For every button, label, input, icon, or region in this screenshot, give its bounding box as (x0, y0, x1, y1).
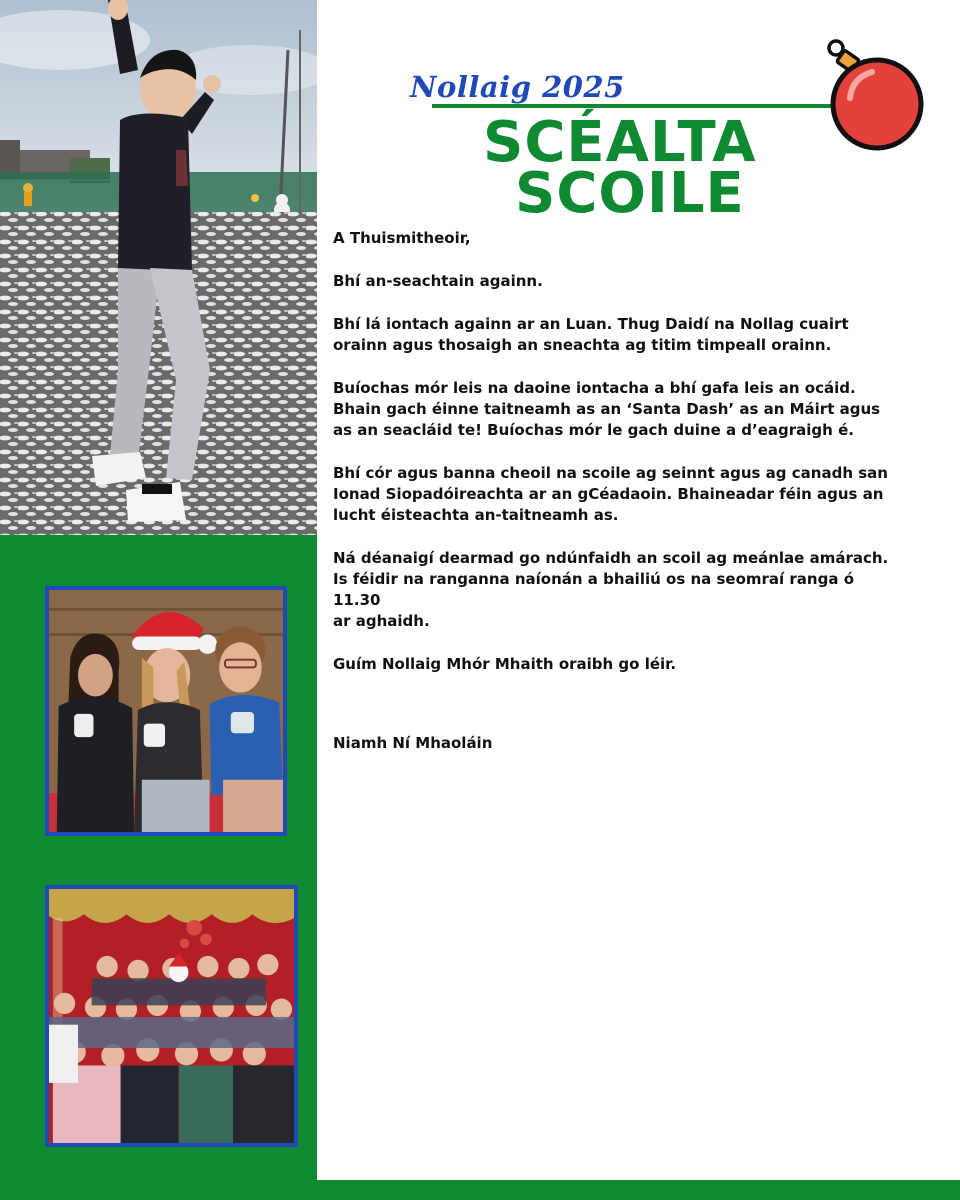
letter-body (333, 228, 893, 776)
letter-paragraph-5: Ná déanaigí dearmad go ndúnfaidh an scoil ag meánlae amárach. Is féidir na ranganna naíonán a bhailiú os na seomraí ranga ó 11.30 ar aghaidh. (333, 549, 889, 630)
letter-paragraph-4: Bhí cór agus banna cheoil na scoile ag seinnt agus ag canadh san Ionad Siopadóireachta ar an gCéadaoin. Bhaineadar féin agus an lucht éisteachta an-taitneamh as. (333, 464, 888, 524)
header-kicker: Nollaig 2025 (410, 70, 625, 104)
christmas-bauble-icon (820, 38, 926, 154)
photo-girls-hot-chocolate (45, 586, 287, 836)
letter-signature: Niamh Ní Mhaoláin (333, 734, 493, 752)
letter-paragraph-1: Bhí an-seachtain againn. (333, 272, 543, 290)
header-title-line-1: SCÉALTA (483, 110, 757, 175)
photo-boy-jumping (0, 0, 317, 535)
letter-paragraph-2: Bhí lá iontach againn ar an Luan. Thug Daidí na Nollag cuairt orainn agus thosaigh an sneachta ag titim timpeall orainn. (333, 315, 849, 354)
letter-paragraph-3: Buíochas mór leis na daoine iontacha a bhí gafa leis an ocáid. Bhain gach éinne taitneamh as an ‘Santa Dash’ as an Máirt agus as an seacláid te! Buíochas mór le gach duine a d’eagraigh é. (333, 379, 881, 439)
header-title-rule (432, 104, 832, 108)
photo-group-with-santa (45, 885, 298, 1147)
header-title-line-2: SCOILE (515, 161, 745, 226)
letter-greeting: A Thuismitheoir, (333, 229, 471, 247)
letter-paragraph-6: Guím Nollaig Mhór Mhaith oraibh go léir. (333, 655, 677, 673)
bottom-green-band (317, 1180, 960, 1200)
